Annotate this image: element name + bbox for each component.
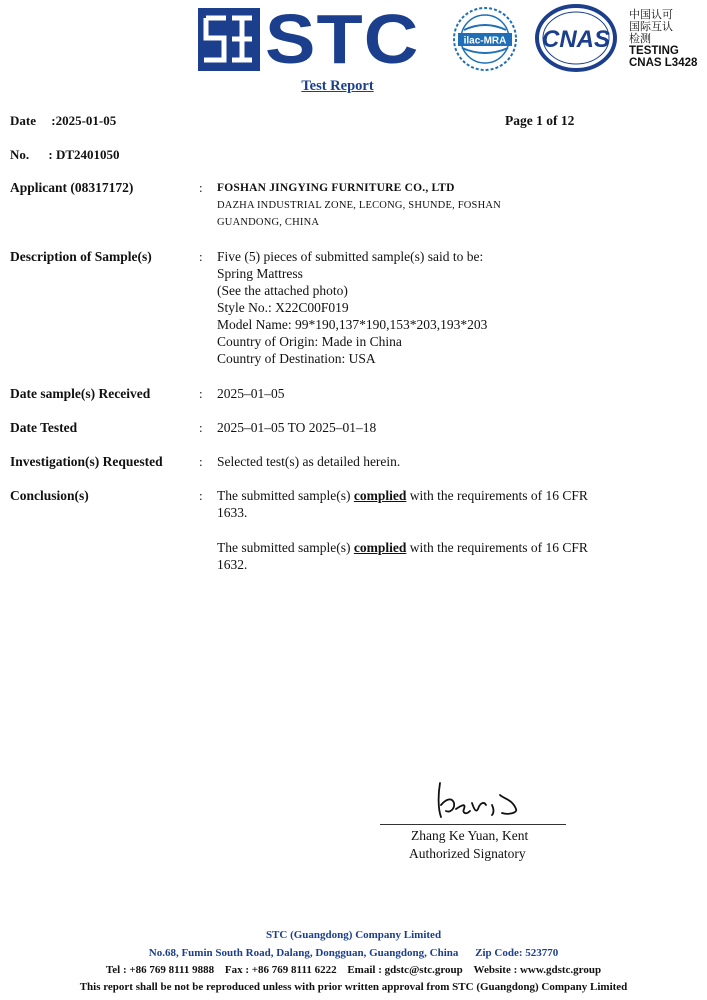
brand-name: STC [265,0,420,78]
date-tested-value: 2025–01–05 TO 2025–01–18 [217,420,377,435]
cnas-cn-line-3: 检测 [629,33,651,45]
description-line: Country of Destination: USA [217,351,376,366]
conclusion-1: The submitted sample(s) complied with the requirements of 16 CFR [217,488,588,503]
colon: : [199,249,203,264]
page-number: Page 1 of 12 [505,113,575,128]
colon: : [199,180,203,195]
footer-contact-row [0,964,707,976]
applicant-address-2: GUANDONG, CHINA [217,217,320,228]
signature-line [380,824,566,825]
date-value: :2025-01-05 [51,113,117,128]
signatory-role: Authorized Signatory [409,846,526,861]
applicant-label: Applicant (08317172) [10,180,134,195]
conclusion-2: The submitted sample(s) complied with the requirements of 16 CFR [217,540,588,555]
conclusion-2-line-2: 1632. [217,557,248,572]
applicant-name: FOSHAN JINGYING FURNITURE CO., LTD [217,182,455,194]
investigation-value: Selected test(s) as detailed herein. [217,454,401,469]
conclusion-label: Conclusion(s) [10,488,89,503]
cnas-badge-icon [535,4,617,72]
complied-keyword: complied [353,540,407,555]
signatory-name: Zhang Ke Yuan, Kent [411,828,529,843]
description-line: Model Name: 99*190,137*190,153*203,193*203 [217,317,488,332]
description-line: Spring Mattress [217,266,303,281]
investigation-label: Investigation(s) Requested [10,454,163,469]
footer-tel: Tel : +86 769 8111 9888 [105,964,215,976]
date-received-value: 2025–01–05 [217,386,285,401]
ilac-globe-icon [452,6,518,72]
description-label: Description of Sample(s) [10,249,152,264]
footer-email: Email : gdstc@stc.group [347,964,463,976]
date-row [10,112,116,129]
colon: : [199,420,203,435]
report-no-value: : DT2401050 [48,147,120,162]
complied-keyword: complied [353,488,407,503]
footer-website: Website : www.gdstc.group [473,964,602,976]
description-line: Style No.: X22C00F019 [217,300,349,315]
report-title: Test Report [301,78,374,94]
colon: : [199,454,203,469]
footer-company: STC (Guangdong) Company Limited [265,929,442,941]
stc-emblem-icon [198,8,260,71]
signature-icon [432,775,532,823]
testing-label: TESTING [629,45,679,57]
description-line: (See the attached photo) [217,283,348,298]
description-line: Five (5) pieces of submitted sample(s) said to be: [217,249,484,264]
colon: : [199,386,203,401]
cnas-cn-line-1: 中国认可 [629,9,673,21]
date-label: Date [10,113,36,128]
cnas-logo [535,4,617,72]
footer-notice: This report shall be not be reproduced unless with prior written approval from STC (Guangdong) Company Limited [79,981,628,993]
footer-fax: Fax : +86 769 8111 6222 [224,964,337,976]
footer-zip: Zip Code: 523770 [475,947,559,959]
report-no-row [10,146,120,163]
conclusion-1-line-2: 1633. [217,505,248,520]
footer-address-row [0,947,707,959]
colon: : [199,488,203,503]
date-tested-label: Date Tested [10,420,78,435]
description-line: Country of Origin: Made in China [217,334,402,349]
footer-address: No.68, Fumin South Road, Dalang, Dongguan, Guangdong, China [148,947,459,959]
handwritten-signature [432,775,532,823]
report-no-label: No. [10,147,30,162]
cnas-label: CNAS [541,26,611,53]
cnas-cn-line-2: 国际互认 [629,21,673,33]
ilac-mra-logo [452,6,518,72]
stc-logo-mark [198,8,260,71]
cnas-accreditation-text [629,9,697,69]
ilac-label: ilac-MRA [463,35,507,47]
cnas-number: CNAS L3428 [629,57,698,69]
date-received-label: Date sample(s) Received [10,386,151,401]
applicant-address-1: DAZHA INDUSTRIAL ZONE, LECONG, SHUNDE, FOSHAN [217,200,501,211]
